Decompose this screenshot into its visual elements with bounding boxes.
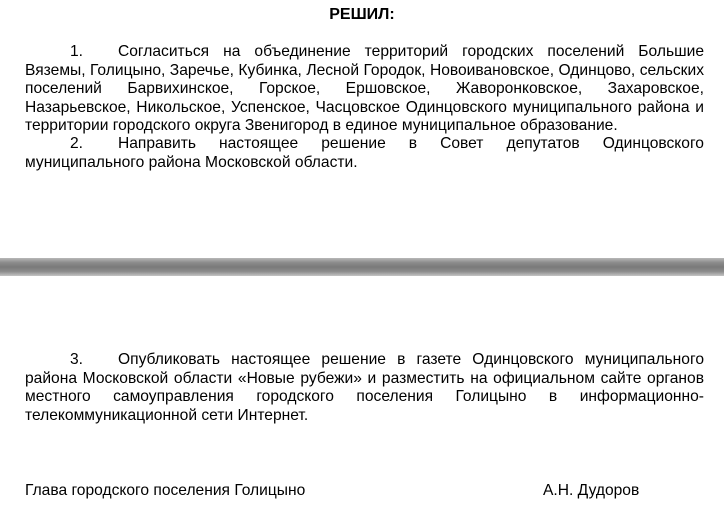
item-text: Направить настоящее решение в Совет депутатов Одинцовского муниципального района Московской области. — [25, 135, 704, 171]
item-text: Согласиться на объединение территорий городских поселений Большие Вяземы, Голицыно, Заречье, Кубинка, Лесной Городок, Новоивановское, Одинцово, сельских поселений Барвихинское, Горское, Ершовское, Жаворонковское, Захаровское, Назарьевское, Никольское, Успенское, Часцовское Одинцовского муниципального района и территории городского округа Звенигород в единое муниципальное образование. — [25, 43, 704, 134]
page-bottom-section — [0, 276, 724, 509]
decision-heading: РЕШИЛ: — [329, 6, 395, 23]
decision-item-2 — [25, 135, 704, 172]
decision-item-1 — [25, 43, 704, 136]
decision-item-3 — [25, 351, 704, 425]
item-text: Опубликовать настоящее решение в газете Одинцовского муниципального района Московской области «Новые рубежи» и разместить на официальном сайте органов местного самоуправления городского поселения Голицыно в информационно-телекоммуникационной сети Интернет. — [25, 351, 704, 424]
item-number: 2. — [70, 135, 84, 152]
page-break-separator — [0, 258, 724, 276]
item-number: 3. — [70, 351, 84, 368]
item-number: 1. — [70, 43, 84, 60]
signatory-title: Глава городского поселения Голицыно — [25, 482, 306, 499]
signatory-name: А.Н. Дудоров — [543, 482, 640, 499]
